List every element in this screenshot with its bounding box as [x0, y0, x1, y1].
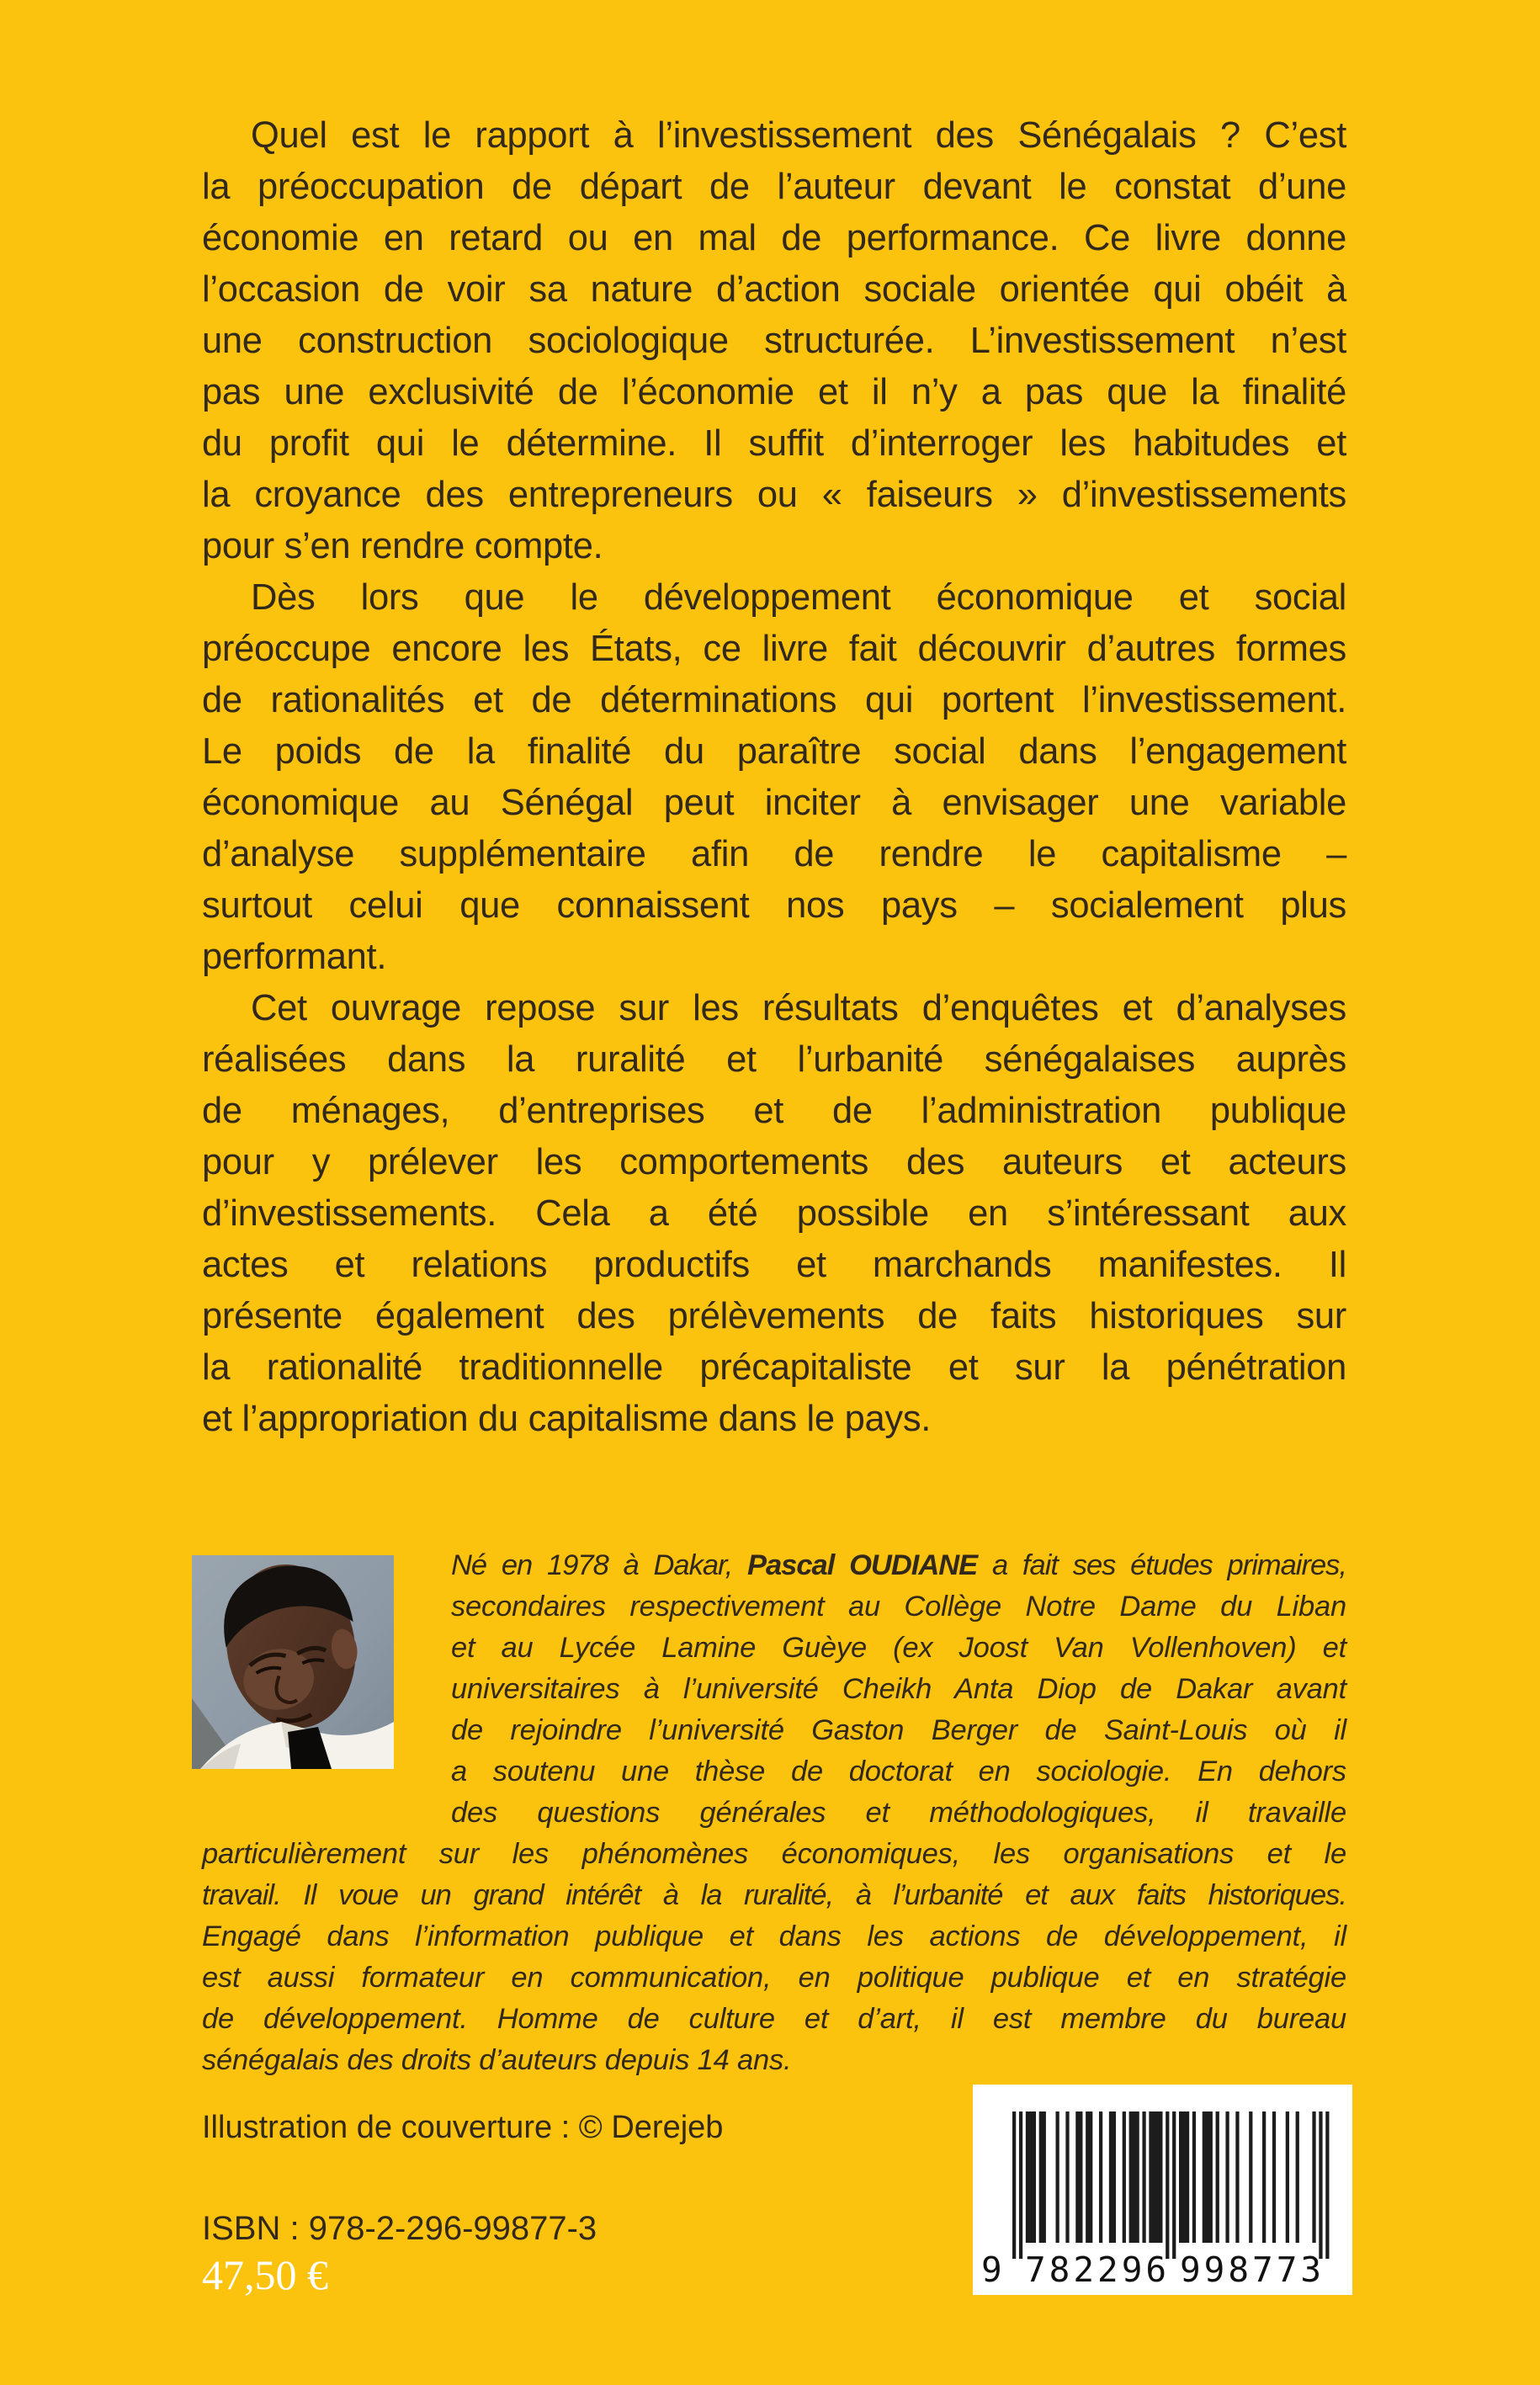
bio-indented-block — [202, 1545, 1346, 1834]
barcode-bar — [1319, 2111, 1322, 2259]
body-line: réalisées dans la ruralité et l’urbanité sénégalaises auprès — [202, 1039, 1346, 1080]
barcode-bar — [1296, 2111, 1299, 2243]
barcode-bar — [1203, 2111, 1213, 2243]
bio-line: de développement. Homme de culture et d’art, il est membre du bureau — [202, 2003, 1346, 2035]
bio-full-width-block — [202, 1834, 1346, 2081]
barcode-bar — [1075, 2111, 1082, 2243]
body-line: d’analyse supplémentaire afin de rendre le capitalisme – — [202, 834, 1346, 874]
body-line: surtout celui que connaissent nos pays – socialement plus — [202, 885, 1346, 926]
barcode-bar — [1055, 2111, 1059, 2243]
bio-line: Engagé dans l’information publique et dans les actions de développement, il — [202, 1920, 1346, 1952]
barcode-bar — [1086, 2111, 1092, 2243]
barcode-digits — [973, 2250, 1352, 2290]
body-line: préoccupe encore les États, ce livre fait découvrir d’autres formes — [202, 629, 1346, 669]
barcode-bar — [1179, 2111, 1189, 2243]
bio-line: de rejoindre l’université Gaston Berger de Saint-Louis où il — [451, 1714, 1346, 1746]
body-line: une construction sociologique structurée. L’investissement n’est — [202, 321, 1346, 361]
barcode-digits-left: 782296 — [1025, 2250, 1171, 2290]
bio-line: est aussi formateur en communication, en politique publique et en stratégie — [202, 1962, 1346, 1994]
barcode-bar — [1216, 2111, 1219, 2243]
barcode-bar — [1235, 2111, 1239, 2243]
body-line: Quel est le rapport à l’investissement des Sénégalais ? C’est — [251, 115, 1346, 156]
isbn-line: ISBN : 978-2-296-99877-3 — [202, 2210, 597, 2247]
body-line: la préoccupation de départ de l’auteur devant le constat d’une — [202, 167, 1346, 207]
body-line: de rationalités et de déterminations qui portent l’investissement. — [202, 680, 1346, 720]
bio-line: secondaires respectivement au Collège Notre Dame du Liban — [451, 1591, 1346, 1623]
barcode-bar — [1149, 2111, 1162, 2243]
body-line: Cet ouvrage repose sur les résultats d’enquêtes et d’analyses — [251, 988, 1346, 1028]
barcode-bar — [1019, 2111, 1022, 2259]
barcode-bar — [1312, 2111, 1315, 2243]
body-line: Dès lors que le développement économique et social — [251, 577, 1346, 618]
bio-line: universitaires à l’université Cheikh Anta Diop de Dakar avant — [451, 1673, 1346, 1705]
barcode-bar — [1109, 2111, 1116, 2243]
bio-line: et au Lycée Lamine Guèye (ex Joost Van Vollenhoven) et — [451, 1632, 1346, 1664]
body-line: performant. — [202, 937, 387, 977]
price: 47,50 € — [202, 2251, 328, 2298]
barcode-digit-lead: 9 — [981, 2250, 1006, 2290]
barcode-bar — [1249, 2111, 1252, 2243]
bio-line: sénégalais des droits d’auteurs depuis 14 ans. — [202, 2044, 792, 2076]
cover-illustration-credit: Illustration de couverture : © Derejeb — [202, 2110, 724, 2145]
barcode-bar — [1286, 2111, 1289, 2243]
body-line: et l’appropriation du capitalisme dans le pays. — [202, 1399, 932, 1439]
barcode-bar — [1123, 2111, 1126, 2243]
bio-line: des questions générales et méthodologiques, il travaille — [451, 1797, 1346, 1829]
bio-line: a soutenu une thèse de doctorat en sociologie. En dehors — [451, 1756, 1346, 1787]
barcode-bar — [1142, 2111, 1145, 2243]
bio-text-segment: Né en 1978 à Dakar, — [451, 1549, 747, 1581]
barcode-bar — [1225, 2111, 1229, 2243]
barcode-bar — [1099, 2111, 1102, 2243]
barcode-bar — [1272, 2111, 1276, 2243]
body-copy — [202, 110, 1346, 1445]
barcode-bar — [1325, 2111, 1329, 2259]
barcode-bar — [1172, 2111, 1176, 2259]
body-line: Le poids de la finalité du paraître social dans l’engagement — [202, 731, 1346, 772]
body-line: économie en retard ou en mal de performance. Ce livre donne — [202, 218, 1346, 258]
barcode-bar — [1039, 2111, 1046, 2243]
body-line: la rationalité traditionnelle précapitaliste et sur la pénétration — [202, 1347, 1346, 1388]
body-line: présente également des prélèvements de faits historiques sur — [202, 1296, 1346, 1336]
bio-text-segment: a fait ses études primaires, — [977, 1549, 1346, 1581]
barcode-bar — [1192, 2111, 1196, 2243]
author-name-bold: Pascal OUDIANE — [746, 1549, 978, 1581]
author-bio — [202, 1545, 1346, 2081]
body-line: pour y prélever les comportements des auteurs et acteurs — [202, 1142, 1346, 1182]
ean13-barcode — [973, 2085, 1352, 2295]
body-line: pas une exclusivité de l’économie et il n’y a pas que la finalité — [202, 372, 1346, 412]
body-line: actes et relations productifs et marchands manifestes. Il — [202, 1245, 1346, 1285]
back-cover-text-column — [202, 110, 1346, 2299]
barcode-bar — [1065, 2111, 1069, 2243]
body-line: du profit qui le détermine. Il suffit d’interroger les habitudes et — [202, 423, 1346, 464]
bio-line — [451, 1545, 1346, 1586]
barcode-bar — [1012, 2111, 1016, 2259]
barcode-digits-right: 998773 — [1180, 2250, 1325, 2290]
bio-line: particulièrement sur les phénomènes économiques, les organisations et le — [202, 1838, 1346, 1870]
body-line: l’occasion de voir sa nature d’action sociale orientée qui obéit à — [202, 269, 1346, 310]
body-line: pour s’en rendre compte. — [202, 526, 603, 566]
body-line: d’investissements. Cela a été possible en s’intéressant aux — [202, 1193, 1346, 1234]
body-line: la croyance des entrepreneurs ou « faiseurs » d’investissements — [202, 475, 1346, 515]
bio-line: travail. Il voue un grand intérêt à la ruralité, à l’urbanité et aux faits historiques. — [202, 1879, 1346, 1911]
body-line: de ménages, d’entreprises et de l’administration publique — [202, 1091, 1346, 1131]
barcode-bar — [1166, 2111, 1169, 2259]
body-line: économique au Sénégal peut inciter à envisager une variable — [202, 783, 1346, 823]
barcode-bar — [1262, 2111, 1266, 2243]
barcode-bar — [1026, 2111, 1036, 2243]
barcode-bar — [1129, 2111, 1139, 2243]
